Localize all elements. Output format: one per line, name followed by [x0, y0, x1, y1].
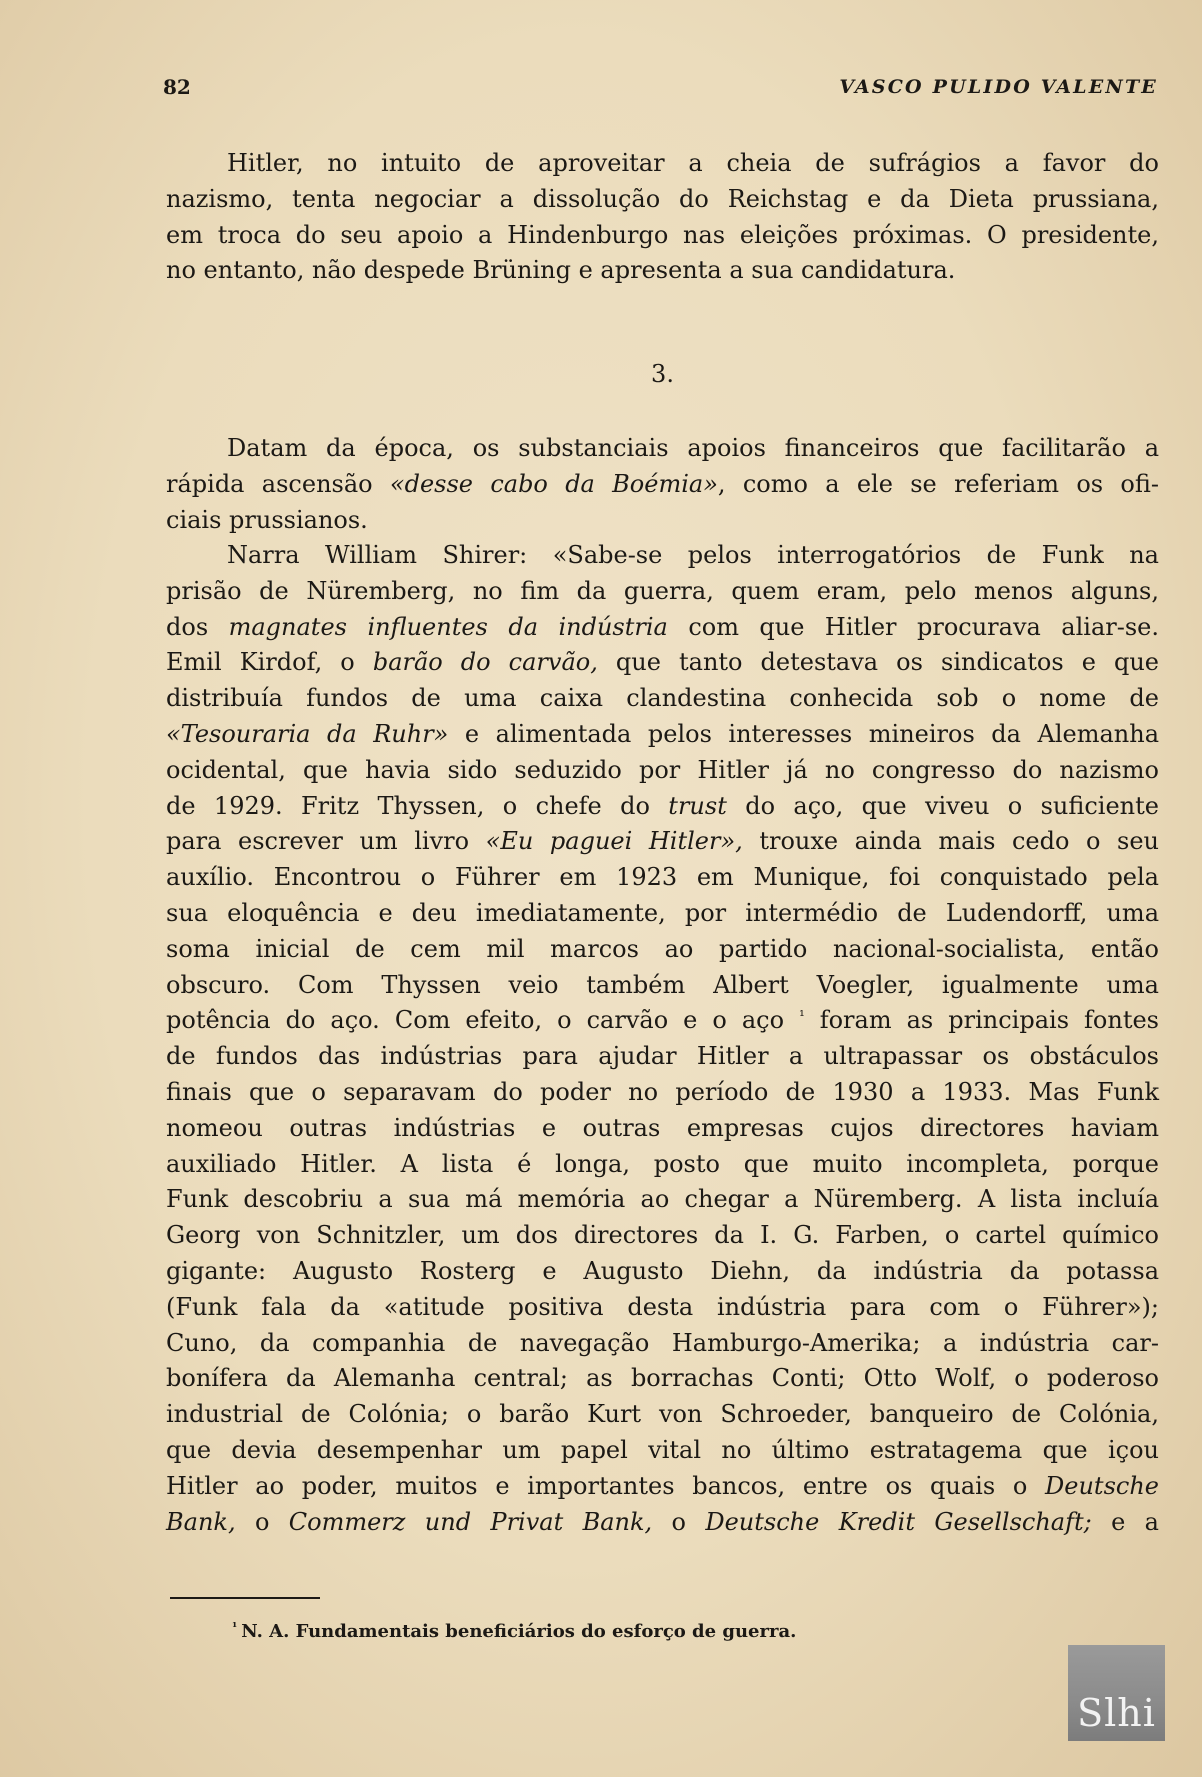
text-line: dos magnates influentes da indústria com que Hitler procurava aliar-se. [166, 612, 1159, 641]
footnote [232, 1620, 796, 1644]
text-line: obscuro. Com Thyssen veio também Albert Voegler, igualmente uma [166, 970, 1159, 999]
text-line: para escrever um livro «Eu paguei Hitler», trouxe ainda mais cedo o seu [166, 827, 1160, 856]
text-line: de 1929. Fritz Thyssen, o chefe do trust do aço, que viveu o suficiente [166, 791, 1159, 820]
text-line: finais que o separavam do poder no período de 1930 a 1933. Mas Funk [166, 1077, 1159, 1106]
text-line: ciais prussianos. [166, 505, 368, 534]
footnote-marker: ¹ [232, 1620, 238, 1634]
text-line: Cuno, da companhia de navegação Hamburgo-Amerika; a indústria car- [166, 1328, 1159, 1357]
text-line: industrial de Colónia; o barão Kurt von Schroeder, banqueiro de Colónia, [166, 1400, 1159, 1429]
footnote-rule [170, 1597, 320, 1599]
text-line: (Funk fala da «atitude positiva desta indústria para com o Führer»); [166, 1292, 1159, 1321]
text-line: nazismo, tenta negociar a dissolução do Reichstag e da Dieta prussiana, [166, 184, 1159, 213]
paragraph [166, 431, 1159, 538]
text-line: no entanto, não despede Brüning e apresenta a sua candidatura. [166, 256, 956, 285]
text-line: Georg von Schnitzler, um dos directores da I. G. Farben, o cartel químico [166, 1221, 1159, 1250]
text-line: prisão de Nüremberg, no fim da guerra, quem eram, pelo menos alguns, [166, 576, 1159, 605]
text-line: Datam da época, os substanciais apoios financeiros que facilitarão a [227, 434, 1159, 462]
italic-text: Bank, [166, 1507, 236, 1536]
text-line: Emil Kirdof, o barão do carvão, que tanto detestava os sindicatos e que [166, 648, 1160, 677]
text-line: bonífera da Alemanha central; as borrachas Conti; Otto Wolf, o poderoso [166, 1364, 1159, 1393]
text-line: Hitler, no intuito de aproveitar a cheia de sufrágios a favor do [227, 149, 1159, 177]
italic-text: «desse cabo da Boémia» [389, 469, 718, 498]
paragraph [166, 146, 1159, 289]
running-title: VASCO PULIDO VALENTE [839, 76, 1158, 98]
text-line: auxiliado Hitler. A lista é longa, posto que muito incompleta, porque [166, 1149, 1159, 1178]
italic-text: «Eu paguei Hitler», [485, 827, 743, 856]
italic-text: magnates influentes da indústria [228, 612, 668, 641]
text-line: «Tesouraria da Ruhr» e alimentada pelos interesses mineiros da Alemanha [166, 719, 1159, 748]
paragraph [166, 538, 1159, 1540]
section-heading: 3. [651, 360, 674, 388]
text-line: Bank, o Commerz und Privat Bank, o Deutsche Kredit Gesellschaft; e a [166, 1507, 1159, 1536]
text-line: sua eloquência e deu imediatamente, por intermédio de Ludendorff, uma [166, 898, 1159, 927]
text-line: distribuía fundos de uma caixa clandestina conhecida sob o nome de [166, 684, 1159, 713]
italic-text: barão do carvão, [372, 648, 598, 677]
text-line: Hitler ao poder, muitos e importantes bancos, entre os quais o Deutsche [166, 1471, 1159, 1500]
italic-text: Deutsche [1045, 1471, 1159, 1500]
text-line: de fundos das indústrias para ajudar Hitler a ultrapassar os obstáculos [166, 1042, 1159, 1071]
text-line: ocidental, que havia sido seduzido por Hitler já no congresso do nazismo [166, 755, 1159, 784]
italic-text: Deutsche Kredit Gesellschaft; [705, 1507, 1092, 1536]
publisher-logo [1068, 1645, 1165, 1741]
text-line: nomeou outras indústrias e outras empresas cujos directores haviam [166, 1113, 1159, 1142]
footnote-reference: ¹ [799, 1008, 805, 1025]
footnote-text: N. A. Fundamentais beneficiários do esforço de guerra. [241, 1621, 797, 1642]
text-line: que devia desempenhar um papel vital no último estratagema que içou [166, 1435, 1159, 1464]
text-line: gigante: Augusto Rosterg e Augusto Diehn, da indústria da potassa [166, 1256, 1159, 1285]
text-line: soma inicial de cem mil marcos ao partido nacional-socialista, então [166, 934, 1159, 963]
text-line: auxílio. Encontrou o Führer em 1923 em Munique, foi conquistado pela [166, 863, 1159, 892]
text-line: em troca do seu apoio a Hindenburgo nas eleições próximas. O presidente, [166, 220, 1159, 249]
logo-text: Slhi [1077, 1691, 1156, 1735]
text-line: potência do aço. Com efeito, o carvão e o aço $^{^1}$ foram as principais fontes [166, 1006, 1159, 1035]
italic-text: trust [668, 791, 727, 820]
text-line: rápida ascensão «desse cabo da Boémia», como a ele se referiam os ofi- [166, 469, 1159, 498]
text-line: Funk descobriu a sua má memória ao chegar a Nüremberg. A lista incluía [166, 1185, 1159, 1214]
text-line: Narra William Shirer: «Sabe-se pelos interrogatórios de Funk na [227, 541, 1159, 569]
italic-text: «Tesouraria da Ruhr» [166, 719, 449, 748]
italic-text: Commerz und Privat Bank, [288, 1507, 653, 1536]
page-number: 82 [163, 75, 191, 99]
